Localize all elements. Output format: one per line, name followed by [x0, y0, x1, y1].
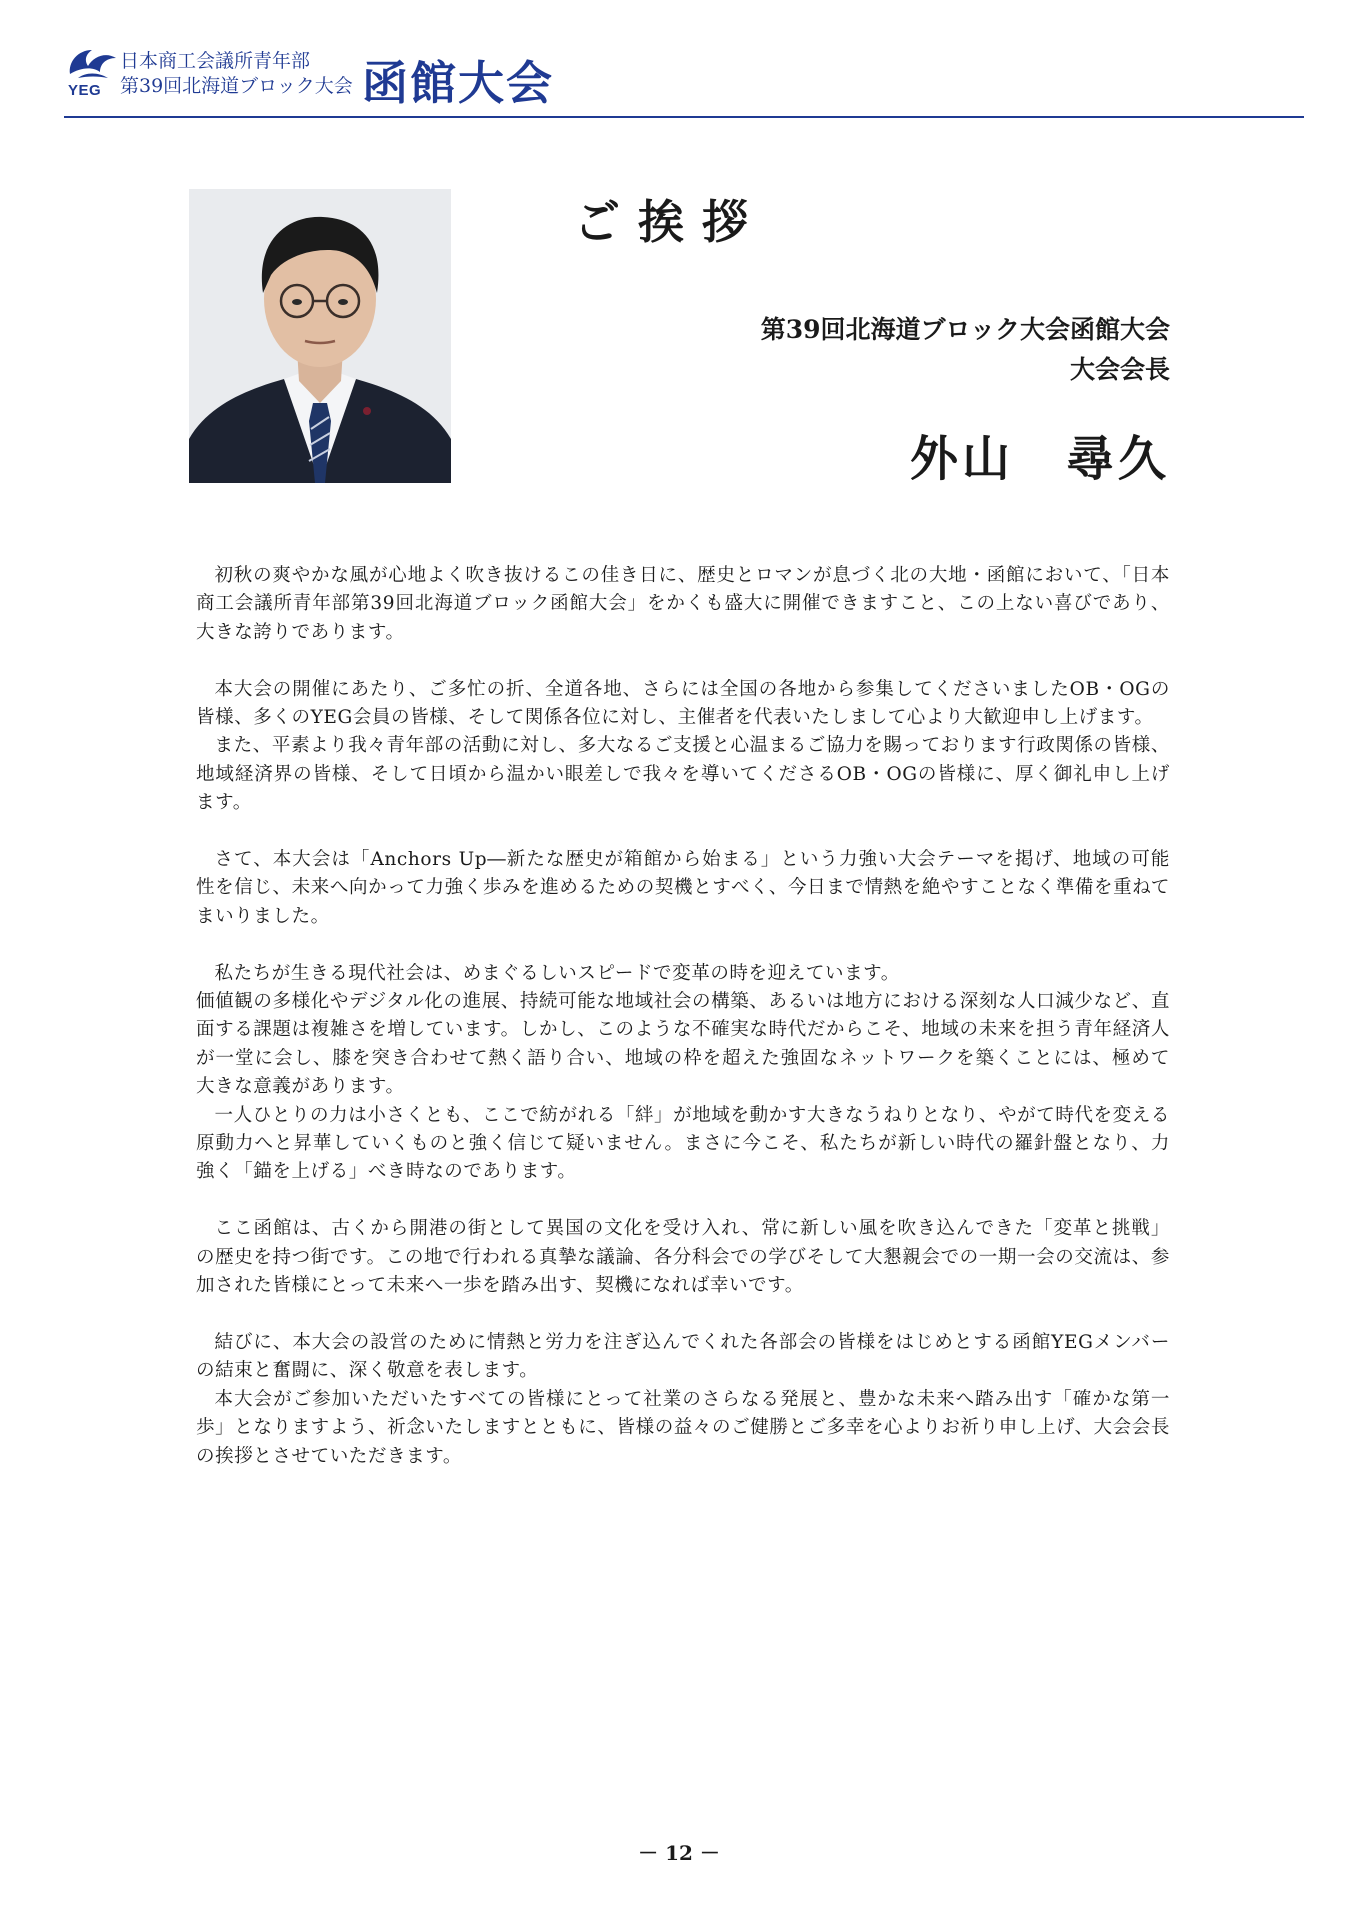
paragraph: 一人ひとりの力は小さくとも、ここで紡がれる「絆」が地域を動かす大きなうねりとなり、やがて時代を変える原動力へと昇華していくものと強く信じて疑いません。まさに今こそ、私たちが新しい時代の羅針盤となり、力強く「錨を上げる」べき時なのであります。	[196, 1104, 1170, 1183]
paragraph-gap	[196, 1301, 1170, 1329]
paragraph: 初秋の爽やかな風が心地よく吹き抜けるこの佳き日に、歴史とロマンが息づく北の大地・函館において、「日本商工会議所青年部第39回北海道ブロック函館大会」をかくも盛大に開催できますこと、この上ない喜びであり、大きな誇りであります。	[196, 565, 1170, 643]
paragraph: ここ函館は、古くから開港の街として異国の文化を受け入れ、常に新しい風を吹き込んできた「変革と挑戦」の歴史を持つ街です。この地で行われる真摯な議論、各分科会での学びそして大懇親会での一期一会の交流は、参加された皆様にとって未来へ一歩を踏み出す、契機になれば幸いです。	[196, 1218, 1170, 1297]
paragraph-gap	[196, 647, 1170, 675]
paragraph-gap	[196, 931, 1170, 959]
paragraph: 価値観の多様化やデジタル化の進展、持続可能な地域社会の構築、あるいは地方における深刻な人口減少など、直面する課題は複雑さを増しています。しかし、このような不確実な時代だからこそ、地域の未来を担う青年経済人が一堂に会し、膝を突き合わせて熱く語り合い、地域の枠を超えた強固なネットワークを築くことには、極めて大きな意義があります。	[196, 991, 1170, 1098]
logo-text: YEG	[68, 82, 102, 99]
header-event-title: 函館大会	[362, 56, 554, 110]
header-event: 第39回北海道ブロック大会	[120, 75, 353, 97]
page-header	[64, 44, 1304, 120]
page-title: ご挨拶	[574, 195, 766, 249]
paragraph: 結びに、本大会の設営のために情熱と労力を注ぎ込んでくれた各部会の皆様をはじめとする函館YEGメンバーの結束と奮闘に、深く敬意を表します。	[196, 1331, 1170, 1382]
paragraph: 本大会がご参加いただいたすべての皆様にとって社業のさらなる発展と、豊かな未来へ踏み出す「確かな第一歩」となりますよう、祈念いたしますとともに、皆様の益々のご健勝とご多幸を心よりお祈り申し上げ、大会会長の挨拶とさせていただきます。	[196, 1388, 1170, 1467]
paragraph: 私たちが生きる現代社会は、めまぐるしいスピードで変革の時を迎えています。	[214, 962, 900, 984]
portrait-photo	[189, 189, 451, 483]
greeting-body	[196, 562, 1170, 1471]
event-name: 第39回北海道ブロック大会函館大会	[760, 315, 1170, 344]
paragraph-gap	[196, 818, 1170, 846]
speaker-name: 外山 尋久	[909, 431, 1170, 487]
portrait-illustration	[189, 189, 451, 483]
paragraph: 本大会の開催にあたり、ご多忙の折、全道各地、さらには全国の各地から参集してくださいましたOB・OGの皆様、多くのYEG会員の皆様、そして関係各位に対し、主催者を代表いたしまして心より大歓迎申し上げます。	[196, 678, 1170, 729]
header-divider	[64, 116, 1304, 118]
speaker-role: 大会会長	[1069, 355, 1170, 384]
paragraph: また、平素より我々青年部の活動に対し、多大なるご支援と心温まるご協力を賜っております行政関係の皆様、地域経済界の皆様、そして日頃から温かい眼差しで我々を導いてくださるOB・OGの皆様に、厚く御礼申し上げます。	[196, 735, 1170, 814]
page-number: － 12 －	[638, 1841, 720, 1865]
paragraph-gap	[196, 1187, 1170, 1215]
header-organization: 日本商工会議所青年部	[120, 50, 311, 72]
paragraph: さて、本大会は「Anchors Up―新たな歴史が箱館から始まる」という力強い大会テーマを掲げ、地域の可能性を信じ、未来へ向かって力強く歩みを進めるための契機とすべく、今日まで情熱を絶やすことなく準備を重ねてまいりました。	[196, 849, 1170, 927]
